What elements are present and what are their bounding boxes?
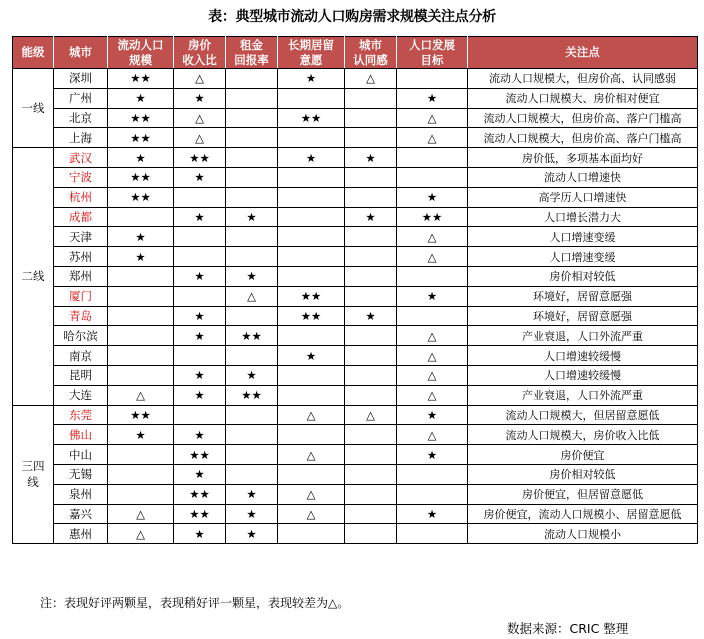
rating-cell: ★ [174,365,226,385]
rating-cell: ★ [108,88,174,108]
rating-cell [174,247,226,267]
rating-cell: ★★ [108,69,174,89]
focus-cell: 房价便宜，但居留意愿低 [468,484,698,504]
rating-cell: ★ [174,266,226,286]
rating-cell: △ [174,128,226,148]
table-row [13,385,698,405]
rating-cell: ★ [174,385,226,405]
column-header: 能级 [13,37,54,69]
rating-cell [174,405,226,425]
focus-cell: 人口增速较缓慢 [468,365,698,385]
city-cell: 宁波 [54,167,108,187]
tier-cell: 一线 [13,69,54,148]
focus-cell: 产业衰退，人口外流严重 [468,326,698,346]
city-cell: 青岛 [54,306,108,326]
rating-cell: ★ [345,306,397,326]
rating-cell [278,266,345,286]
rating-cell: ★★ [108,187,174,207]
focus-cell: 流动人口规模大，房价收入比低 [468,425,698,445]
rating-cell [226,425,278,445]
rating-cell: ★ [345,148,397,168]
rating-cell [278,207,345,227]
rating-cell: ★ [174,167,226,187]
rating-cell: ★ [226,365,278,385]
city-cell: 惠州 [54,524,108,544]
table-title: 表：典型城市流动人口购房需求规模关注点分析 [208,9,496,25]
rating-cell [226,88,278,108]
rating-cell: ★ [108,148,174,168]
column-header: 流动人口 规模 [108,37,174,69]
rating-cell: △ [278,484,345,504]
rating-cell: ★ [174,464,226,484]
rating-cell: ★★ [174,504,226,524]
rating-cell [226,247,278,267]
rating-cell [108,207,174,227]
rating-cell: ★ [174,306,226,326]
rating-cell [345,445,397,465]
focus-cell: 人口增长潜力大 [468,207,698,227]
rating-cell [226,346,278,366]
rating-cell [108,484,174,504]
rating-cell [108,445,174,465]
rating-cell: △ [278,405,345,425]
rating-cell [226,445,278,465]
table-row [13,365,698,385]
rating-cell [345,88,397,108]
table-row [13,88,698,108]
analysis-table [12,36,698,544]
rating-cell: △ [278,445,345,465]
column-header: 城市 认同感 [345,37,397,69]
table-row [13,148,698,168]
table-row [13,128,698,148]
rating-cell [345,128,397,148]
column-header: 关注点 [468,37,698,69]
rating-cell: ★★ [226,385,278,405]
city-cell: 泉州 [54,484,108,504]
rating-cell: ★★ [108,128,174,148]
rating-cell [345,385,397,405]
city-cell: 杭州 [54,187,108,207]
rating-cell: ★ [397,445,468,465]
rating-cell [174,346,226,366]
rating-cell: ★ [226,524,278,544]
rating-cell: ★ [108,227,174,247]
rating-cell: ★ [397,88,468,108]
rating-cell [108,365,174,385]
rating-cell: △ [397,108,468,128]
rating-cell: △ [397,346,468,366]
rating-cell: △ [397,425,468,445]
rating-cell [345,266,397,286]
rating-cell [278,365,345,385]
table-row [13,346,698,366]
rating-cell: ★ [174,524,226,544]
rating-cell [278,247,345,267]
table-row [13,69,698,89]
rating-cell [345,326,397,346]
rating-cell: ★ [226,266,278,286]
table-row [13,326,698,346]
rating-cell: ★★ [226,326,278,346]
focus-cell: 人口增速变缓 [468,247,698,267]
rating-cell [226,128,278,148]
rating-cell: △ [345,69,397,89]
table-row [13,504,698,524]
rating-cell: ★ [108,425,174,445]
rating-cell [226,306,278,326]
rating-cell: △ [345,405,397,425]
rating-cell [108,306,174,326]
focus-cell: 环境好，居留意愿强 [468,306,698,326]
city-cell: 天津 [54,227,108,247]
rating-cell [345,286,397,306]
city-cell: 上海 [54,128,108,148]
rating-cell [226,227,278,247]
rating-cell: △ [397,247,468,267]
focus-cell: 流动人口规模小 [468,524,698,544]
table-row [13,425,698,445]
rating-cell [397,464,468,484]
rating-cell: ★ [397,405,468,425]
rating-cell: ★★ [174,484,226,504]
rating-cell [108,286,174,306]
rating-cell [345,346,397,366]
city-cell: 成都 [54,207,108,227]
rating-cell: ★ [226,207,278,227]
rating-cell [345,167,397,187]
city-cell: 昆明 [54,365,108,385]
focus-cell: 房价便宜 [468,445,698,465]
city-cell: 厦门 [54,286,108,306]
rating-cell: △ [226,286,278,306]
city-cell: 武汉 [54,148,108,168]
rating-cell: ★ [345,207,397,227]
table-row [13,464,698,484]
rating-cell: ★ [108,247,174,267]
city-cell: 东莞 [54,405,108,425]
focus-cell: 流动人口规模大、房价相对便宜 [468,88,698,108]
table-row [13,445,698,465]
city-cell: 广州 [54,88,108,108]
focus-cell: 房价便宜，流动人口规模小、居留意愿低 [468,504,698,524]
rating-cell: ★ [278,148,345,168]
rating-cell: ★ [397,504,468,524]
rating-cell: ★ [226,484,278,504]
city-cell: 大连 [54,385,108,405]
rating-cell [278,88,345,108]
table-row [13,484,698,504]
rating-cell [226,187,278,207]
tier-cell: 二线 [13,148,54,405]
rating-cell [345,227,397,247]
rating-cell: △ [397,365,468,385]
focus-cell: 流动人口规模大，但房价高、落户门槛高 [468,128,698,148]
focus-cell: 房价相对较低 [468,266,698,286]
rating-cell [278,167,345,187]
rating-cell: △ [397,385,468,405]
city-cell: 郑州 [54,266,108,286]
rating-cell [174,187,226,207]
rating-cell: ★★ [108,405,174,425]
focus-cell: 产业衰退，人口外流严重 [468,385,698,405]
rating-cell [397,306,468,326]
table-row [13,524,698,544]
rating-cell [397,266,468,286]
rating-cell [345,108,397,128]
rating-cell [278,326,345,346]
city-cell: 佛山 [54,425,108,445]
city-cell: 哈尔滨 [54,326,108,346]
rating-cell [278,425,345,445]
table-row [13,306,698,326]
rating-cell [226,167,278,187]
rating-cell [278,187,345,207]
column-header: 租金 回报率 [226,37,278,69]
rating-cell: △ [108,524,174,544]
rating-cell: ★★ [174,445,226,465]
rating-cell [278,464,345,484]
rating-cell: ★ [397,286,468,306]
table-row [13,405,698,425]
rating-cell: △ [108,385,174,405]
focus-cell: 流动人口规模大，但房价高、认同感弱 [468,69,698,89]
focus-cell: 流动人口规模大，但房价高、落户门槛高 [468,108,698,128]
rating-cell: ★★ [278,306,345,326]
rating-cell: △ [397,128,468,148]
city-cell: 北京 [54,108,108,128]
rating-cell [226,69,278,89]
column-header: 城市 [54,37,108,69]
rating-cell [397,524,468,544]
rating-cell: ★ [226,504,278,524]
city-cell: 无锡 [54,464,108,484]
rating-cell [397,148,468,168]
rating-cell [345,187,397,207]
rating-cell [397,484,468,504]
rating-cell [345,504,397,524]
rating-cell [108,346,174,366]
rating-cell: ★★ [278,108,345,128]
rating-cell [226,464,278,484]
rating-cell [278,385,345,405]
rating-cell: △ [174,69,226,89]
rating-cell: ★ [278,346,345,366]
rating-cell: ★ [174,88,226,108]
column-header: 房价 收入比 [174,37,226,69]
footnote: 注：表现好评两颗星，表现稍好评一颗星，表现较差为△。 [40,596,350,610]
header-row [13,37,698,69]
focus-cell: 人口增速较缓慢 [468,346,698,366]
rating-cell [174,227,226,247]
rating-cell: △ [174,108,226,128]
rating-cell [278,128,345,148]
table-row [13,108,698,128]
rating-cell [345,247,397,267]
rating-cell [397,69,468,89]
rating-cell [226,148,278,168]
city-cell: 南京 [54,346,108,366]
focus-cell: 环境好，居留意愿强 [468,286,698,306]
rating-cell [108,326,174,346]
rating-cell: ★★ [108,108,174,128]
rating-cell: ★ [278,69,345,89]
rating-cell [345,365,397,385]
table-row [13,207,698,227]
city-cell: 深圳 [54,69,108,89]
rating-cell [108,464,174,484]
tier-cell: 三四线 [13,405,54,544]
focus-cell: 流动人口增速快 [468,167,698,187]
focus-cell: 流动人口规模大，但居留意愿低 [468,405,698,425]
rating-cell: ★★ [278,286,345,306]
focus-cell: 高学历人口增速快 [468,187,698,207]
table-row [13,227,698,247]
rating-cell: △ [397,227,468,247]
focus-cell: 房价低，多项基本面均好 [468,148,698,168]
rating-cell: ★★ [108,167,174,187]
rating-cell [226,108,278,128]
rating-cell [345,484,397,504]
rating-cell: ★ [174,207,226,227]
rating-cell: △ [397,326,468,346]
data-source: 数据来源：CRIC 整理 [507,621,629,636]
rating-cell: △ [278,504,345,524]
column-header: 人口发展 目标 [397,37,468,69]
column-header: 长期居留 意愿 [278,37,345,69]
rating-cell: ★★ [397,207,468,227]
rating-cell [278,227,345,247]
rating-cell: ★ [397,187,468,207]
table-row [13,187,698,207]
rating-cell [174,286,226,306]
rating-cell: △ [108,504,174,524]
city-cell: 中山 [54,445,108,465]
rating-cell [345,425,397,445]
rating-cell [397,167,468,187]
table-row [13,286,698,306]
rating-cell [108,266,174,286]
table-row [13,266,698,286]
rating-cell: ★ [174,326,226,346]
focus-cell: 人口增速变缓 [468,227,698,247]
rating-cell [226,405,278,425]
city-cell: 苏州 [54,247,108,267]
rating-cell [278,524,345,544]
rating-cell [345,464,397,484]
focus-cell: 房价相对较低 [468,464,698,484]
table-row [13,167,698,187]
rating-cell [345,524,397,544]
table-row [13,247,698,267]
rating-cell: ★★ [174,148,226,168]
rating-cell: ★ [174,425,226,445]
city-cell: 嘉兴 [54,504,108,524]
